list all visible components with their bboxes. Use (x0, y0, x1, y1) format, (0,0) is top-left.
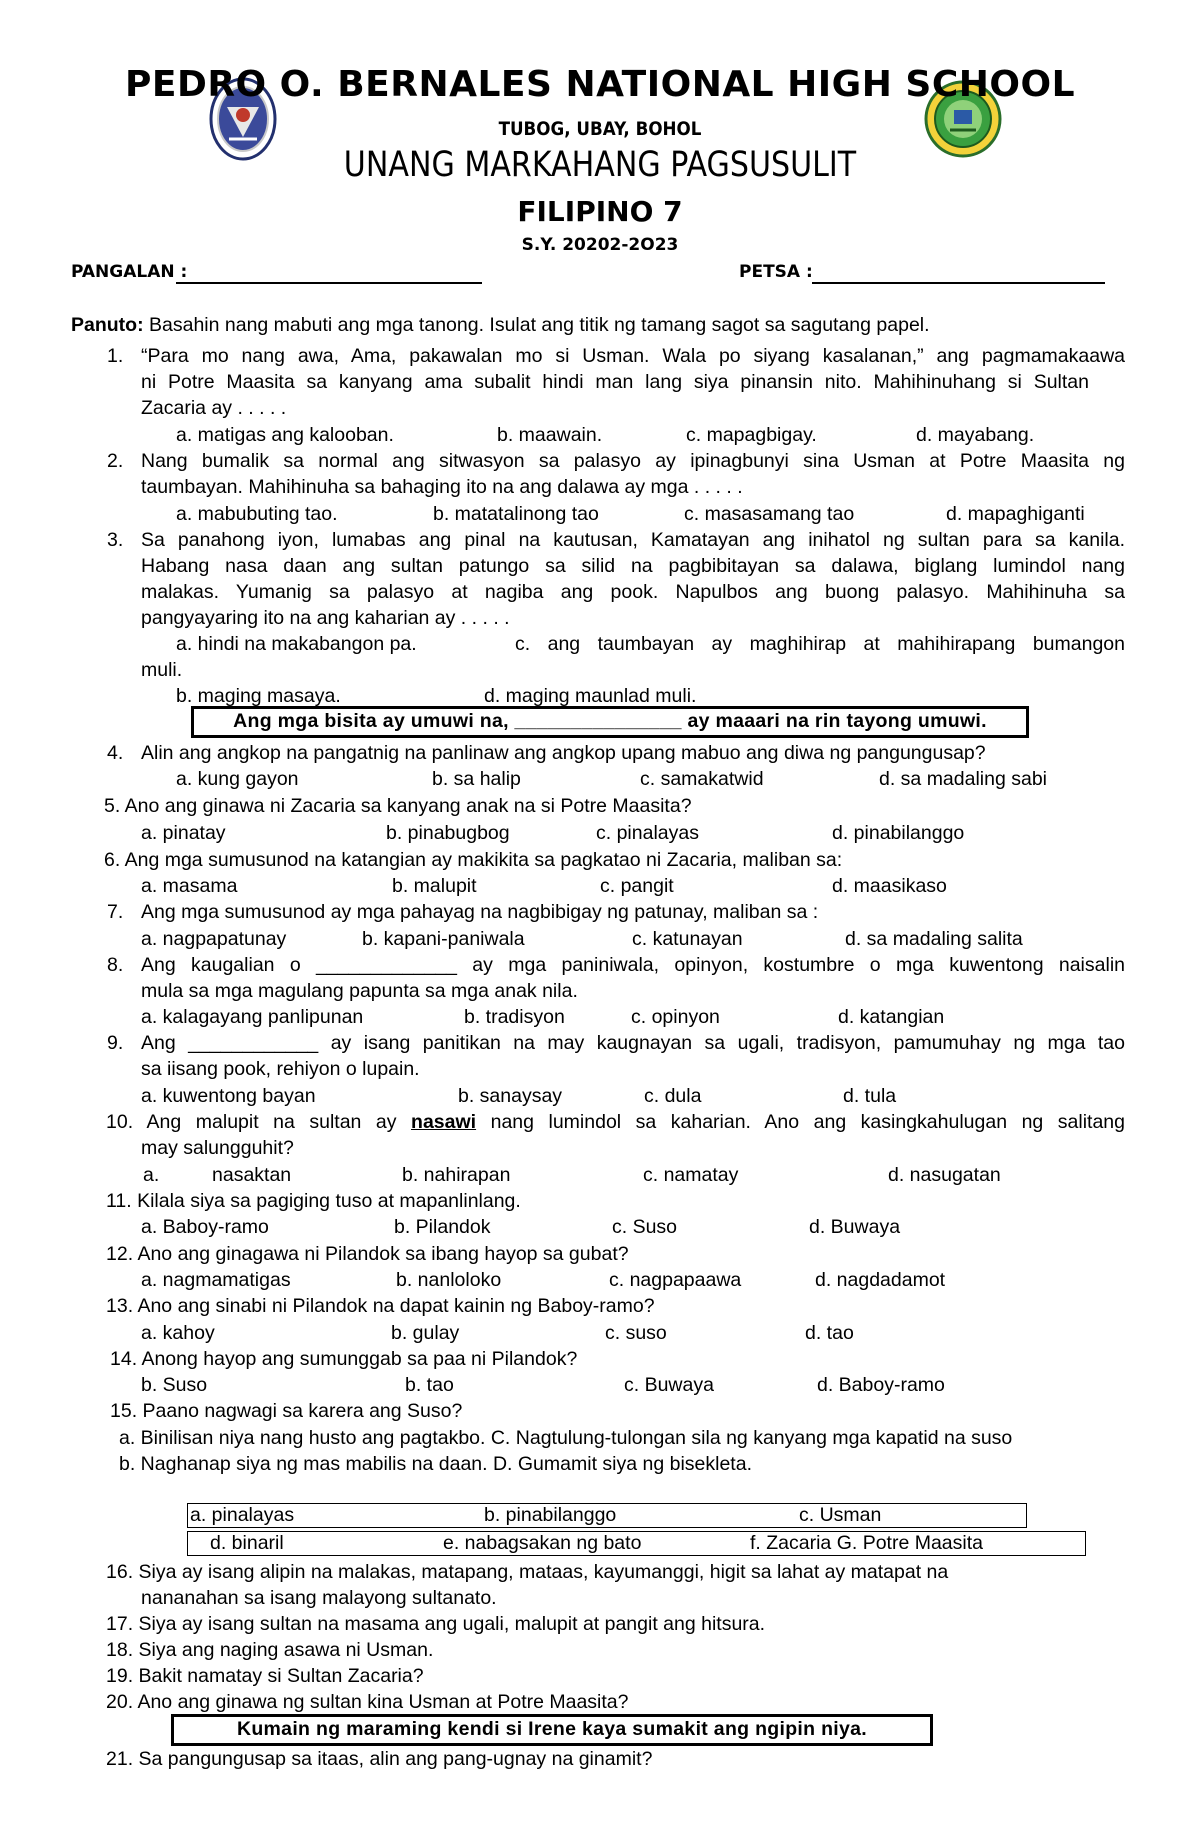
q4-choice-c: c. samakatwid (640, 768, 764, 790)
q1-line: “Para mo nang awa, Ama, pakawalan mo si Usman. Wala po siyang kasalanan,” ang pagmamakaawa (141, 345, 1125, 367)
q16-text: 16. Siya ay isang alipin na malakas, matapang, mataas, kayumanggi, higit sa lahat ay matapat na (106, 1561, 949, 1583)
q11-text: 11. Kilala siya sa pagiging tuso at mapanlinlang. (106, 1190, 521, 1212)
q9-choice-a: a. kuwentong bayan (141, 1085, 316, 1107)
q10-line (106, 1110, 1125, 1134)
q9-choice-b: b. sanaysay (458, 1085, 563, 1107)
q3-choice-c-cont: muli. (141, 659, 183, 681)
answer-bank-item: d. binaril (210, 1532, 284, 1554)
instructions-text: Basahin nang mabuti ang mga tanong. Isulat ang titik ng tamang sagot sa sagutang papel. (143, 314, 930, 336)
q10-choice-b: b. nahirapan (402, 1164, 511, 1186)
q6-text: 6. Ang mga sumusunod na katangian ay makikita sa pagkatao ni Zacaria, maliban sa: (104, 849, 843, 871)
q13-choice-c: c. suso (605, 1322, 667, 1344)
q18-text: 18. Siya ang naging asawa ni Usman. (106, 1639, 434, 1661)
q2-choice-c: c. masasamang tao (684, 503, 855, 525)
q15-choices-line-1: a. Binilisan niya nang husto ang pagtakbo. C. Nagtulung-tulongan sila ng kanyang mga kapatid na suso (119, 1427, 1013, 1449)
q13-text: 13. Ano ang sinabi ni Pilandok na dapat kainin ng Baboy-ramo? (106, 1295, 655, 1317)
q2-line: Nang bumalik sa normal ang sitwasyon sa palasyo ay ipinagbunyi sina Usman at Potre Maasita ng (141, 450, 1125, 472)
q2-choice-a: a. mabubuting tao. (176, 503, 338, 525)
q7-choice-c: c. katunayan (632, 928, 743, 950)
q15-text: 15. Paano nagwagi sa karera ang Suso? (110, 1400, 463, 1422)
q14-choice-d: d. Baboy-ramo (817, 1374, 945, 1396)
sentence-box: Ang mga bisita ay umuwi na, _______________ ay maaari na rin tayong umuwi. (191, 706, 1029, 738)
answer-bank-row-2 (187, 1531, 1086, 1556)
q6-choice-c: c. pangit (600, 875, 674, 897)
q10-line: may salungguhit? (141, 1137, 294, 1159)
instructions (71, 313, 930, 337)
q14-text: 14. Anong hayop ang sumunggab sa paa ni Pilandok? (110, 1348, 578, 1370)
q16-text-cont: nananahan sa isang malayong sultanato. (141, 1587, 497, 1609)
q4-number: 4. (107, 742, 124, 764)
q3-number: 3. (107, 529, 124, 551)
q1-line: Zacaria ay . . . . . (141, 397, 287, 419)
name-field[interactable] (176, 282, 482, 284)
q9-choice-c: c. dula (644, 1085, 702, 1107)
q6-choice-d: d. maasikaso (832, 875, 947, 897)
school-address: TUBOG, UBAY, BOHOL (498, 118, 702, 140)
q10-underlined-word: nasawi (411, 1111, 477, 1133)
q2-number: 2. (107, 450, 124, 472)
q5-choice-d: d. pinabilanggo (832, 822, 965, 844)
answer-bank-item: a. pinalayas (190, 1504, 295, 1526)
q3-choice-a: a. hindi na makabangon pa. (176, 633, 417, 655)
exam-title: UNANG MARKAHANG PAGSUSULIT (343, 145, 857, 185)
q5-choice-c: c. pinalayas (596, 822, 699, 844)
q6-choice-b: b. malupit (392, 875, 477, 897)
name-label: PANGALAN : (71, 262, 188, 282)
q3-choice-d: d. maging maunlad muli. (484, 685, 697, 707)
q4-choice-d: d. sa madaling sabi (879, 768, 1048, 790)
q15-choices-line-2: b. Naghanap siya ng mas mabilis na daan. D. Gumamit siya ng bisekleta. (119, 1453, 752, 1475)
q10-choice-d: d. nasugatan (888, 1164, 1001, 1186)
answer-bank-row-1 (187, 1503, 1027, 1528)
subject-title: FILIPINO 7 (517, 195, 683, 228)
q4-choice-b: b. sa halip (432, 768, 521, 790)
q10-text-pre: 10. Ang malupit na sultan ay (106, 1111, 412, 1133)
q7-choice-b: b. kapani-paniwala (362, 928, 525, 950)
q7-number: 7. (107, 901, 124, 923)
date-field[interactable] (812, 282, 1105, 284)
q14-choice-b: b. tao (405, 1374, 454, 1396)
q2-choice-b: b. matatalinong tao (433, 503, 599, 525)
q8-choice-a: a. kalagayang panlipunan (141, 1006, 364, 1028)
q3-choice-b: b. maging masaya. (176, 685, 341, 707)
q8-line: Ang kaugalian o _____________ ay mga paniniwala, opinyon, kostumbre o mga kuwentong naisalin (141, 954, 1125, 976)
instructions-label: Panuto: (71, 314, 144, 336)
q10-choice-a: nasaktan (212, 1164, 292, 1186)
q11-choice-c: c. Suso (612, 1216, 678, 1238)
sentence-box: Kumain ng maraming kendi si Irene kaya sumakit ang ngipin niya. (171, 1714, 933, 1746)
q11-choice-d: d. Buwaya (809, 1216, 901, 1238)
q12-choice-b: b. nanloloko (396, 1269, 502, 1291)
school-year: S.Y. 20202-2O23 (521, 235, 679, 255)
q6-choice-a: a. masama (141, 875, 238, 897)
q3-line: pangyayaring ito na ang kaharian ay . . . . . (141, 607, 510, 629)
q12-choice-a: a. nagmamatigas (141, 1269, 291, 1291)
q3-line: Sa panahong iyon, lumabas ang pinal na kautusan, Kamatayan ang inihatol ng sultan para sa kanila. (141, 529, 1125, 551)
q1-choice-b: b. maawain. (497, 424, 603, 446)
q9-choice-d: d. tula (843, 1085, 897, 1107)
q10-choice-a-letter: a. (143, 1164, 160, 1186)
answer-bank-item: c. Usman (799, 1504, 882, 1526)
school-name: PEDRO O. BERNALES NATIONAL HIGH SCHOOL (124, 64, 1076, 105)
q9-number: 9. (107, 1032, 124, 1054)
q5-text: 5. Ano ang ginawa ni Zacaria sa kanyang anak na si Potre Maasita? (104, 795, 692, 817)
q19-text: 19. Bakit namatay si Sultan Zacaria? (106, 1665, 424, 1687)
q20-text: 20. Ano ang ginawa ng sultan kina Usman at Potre Maasita? (106, 1691, 629, 1713)
q9-line: Ang ____________ ay isang panitikan na may kaugnayan sa ugali, tradisyon, pamumuhay ng mga tao (141, 1032, 1125, 1054)
q1-line: ni Potre Maasita sa kanyang ama subalit hindi man lang siya pinansin nito. Mahihinuhang si Sultan (141, 371, 1089, 393)
q14-choice-a: b. Suso (141, 1374, 208, 1396)
q5-choice-b: b. pinabugbog (386, 822, 510, 844)
q8-choice-d: d. katangian (838, 1006, 945, 1028)
date-label: PETSA : (739, 262, 813, 282)
q7-text: Ang mga sumusunod ay mga pahayag na nagbibigay ng patunay, maliban sa : (141, 901, 819, 923)
q8-choice-c: c. opinyon (631, 1006, 720, 1028)
q4-text: Alin ang angkop na pangatnig na panlinaw ang angkop upang mabuo ang diwa ng pangungusap? (141, 742, 986, 764)
q13-choice-a: a. kahoy (141, 1322, 215, 1344)
q8-choice-b: b. tradisyon (464, 1006, 565, 1028)
q7-choice-a: a. nagpapatunay (141, 928, 287, 950)
q12-choice-d: d. nagdadamot (815, 1269, 946, 1291)
q1-number: 1. (107, 345, 124, 367)
q8-number: 8. (107, 954, 124, 976)
q3-line: malakas. Yumanig sa palasyo at nagiba ang pook. Napulbos ang buong palasyo. Mahihinuha sa (141, 581, 1125, 603)
answer-bank-item: b. pinabilanggo (484, 1504, 617, 1526)
q7-choice-d: d. sa madaling salita (845, 928, 1023, 950)
q3-line: Habang nasa daan ang sultan patungo sa silid na pagbibitayan sa dalawa, biglang lumindol nang (141, 555, 1125, 577)
q13-choice-d: d. tao (805, 1322, 854, 1344)
q8-line: mula sa mga magulang papunta sa mga anak nila. (141, 980, 578, 1002)
q9-line: sa iisang pook, rehiyon o lupain. (141, 1058, 420, 1080)
q10-choice-c: c. namatay (643, 1164, 739, 1186)
q11-choice-a: a. Baboy-ramo (141, 1216, 269, 1238)
q13-choice-b: b. gulay (391, 1322, 460, 1344)
q14-choice-c: c. Buwaya (624, 1374, 714, 1396)
q5-choice-a: a. pinatay (141, 822, 226, 844)
answer-bank-item: f. Zacaria G. Potre Maasita (750, 1532, 984, 1554)
q2-choice-d: d. mapaghiganti (946, 503, 1085, 525)
q10-text-post: nang lumindol sa kaharian. Ano ang kasingkahulugan ng salitang (476, 1111, 1125, 1133)
q1-choice-c: c. mapagbigay. (686, 424, 817, 446)
q2-line: taumbayan. Mahihinuha sa bahaging ito na ang dalawa ay mga . . . . . (141, 476, 743, 498)
q3-choice-c: c. ang taumbayan ay maghihirap at mahihirapang bumangon (515, 633, 1125, 655)
q21-text: 21. Sa pangungusap sa itaas, alin ang pang-ugnay na ginamit? (106, 1748, 653, 1770)
q12-text: 12. Ano ang ginagawa ni Pilandok sa ibang hayop sa gubat? (106, 1243, 629, 1265)
answer-bank-item: e. nabagsakan ng bato (443, 1532, 642, 1554)
q4-choice-a: a. kung gayon (176, 768, 299, 790)
q17-text: 17. Siya ay isang sultan na masama ang ugali, malupit at pangit ang hitsura. (106, 1613, 766, 1635)
q1-choice-a: a. matigas ang kalooban. (176, 424, 394, 446)
q12-choice-c: c. nagpapaawa (609, 1269, 742, 1291)
q1-choice-d: d. mayabang. (916, 424, 1035, 446)
q11-choice-b: b. Pilandok (394, 1216, 491, 1238)
